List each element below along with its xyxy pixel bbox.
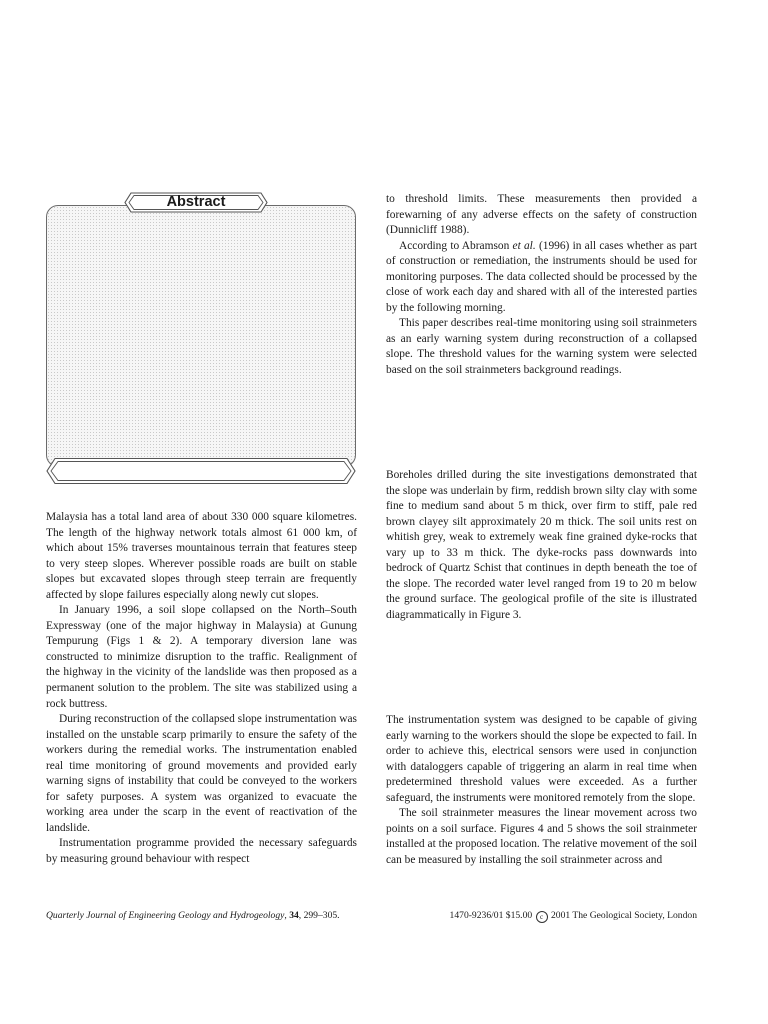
geology-paragraph-1: Boreholes drilled during the site investigations demonstrated that the slope was underlain by firm, reddish brown silty clay with some fine to medium sand about 5 m thick, over firm to stiff, pale red brown clayey silt approximately 20 m thick. The soil units rest on whitish grey, weak to extremely weak fine grained dyke-rocks that vary up to 33 m thick. The dyke-rocks pass downwards into bedrock of Quartz Schist that continues in depth beneath the toe of the slope. The recorded water level ranged from 19 to 20 m below the ground surface. The geological profile of the site is illustrated diagrammatically in Figure 3. (386, 469, 697, 621)
continued-paragraph-3: This paper describes real-time monitoring using soil strainmeters as an early warning system during reconstruction of a collapsed slope. The threshold values for the warning system were selected based on the soil strainmeters background readings. (386, 317, 697, 377)
abstract-heading: Abstract (166, 194, 226, 210)
citation-et-al: et al. (512, 239, 536, 252)
introduction-text (46, 510, 357, 868)
journal-separator: , (284, 910, 290, 921)
keywords-tab-frame (46, 457, 356, 485)
abstract-box (46, 205, 356, 467)
intro-paragraph-3: During reconstruction of the collapsed slope instrumentation was installed on the unstable scarp primarily to ensure the safety of the workers during the remedial works. The instrumentation enabled real time monitoring of ground movements and provided early warning signs of instability that could be conveyed to the workers for safety purposes. A system was organized to evacuate the working area under the scarp in the event of reactivation of the landslide. (46, 713, 357, 834)
citation-text: According to Abramson (399, 239, 513, 252)
keywords-tab (46, 457, 356, 485)
instrumentation-paragraph-2: The soil strainmeter measures the linear movement across two points on a soil surface. Figures 4 and 5 shows the soil strainmeter installed at the proposed location. The relative movement of the soil can be measured by installing the soil strainmeter across and (386, 807, 697, 866)
intro-continued-text (386, 192, 697, 379)
intro-paragraph-1: Malaysia has a total land area of about 330 000 square kilometres. The length of the highway network totals almost 61 000 km, of which about 15% traverses mountainous terrain that features steep to very steep slopes. Wherever possible roads are built on stable slopes but excavated slopes through steep terrain are frequently affected by slope failures especially along newly cut slopes. (46, 511, 357, 601)
copyright-icon: c (536, 911, 548, 923)
abstract-heading-tab (124, 192, 268, 213)
journal-volume: 34 (289, 910, 299, 921)
instrumentation-paragraph-1: The instrumentation system was designed to be capable of giving early warning to the workers should the slope be expected to fail. In order to achieve this, electrical sensors were used in conjunction with dataloggers capable of triggering an alarm in real time when predetermined threshold values were exceeded. As a further safeguard, the instruments were monitored remotely from the slope. (386, 714, 697, 804)
intro-paragraph-2: In January 1996, a soil slope collapsed on the North–South Expressway (one of the major highway in Malaysia) at Gunung Tempurung (Figs 1 & 2). A temporary diversion lane was constructed to minimize disruption to the traffic. Realignment of the highway in the vicinity of the landslide was then proposed as a permanent solution to the problem. The site was stabilized using a rock buttress. (46, 604, 357, 710)
journal-citation (46, 910, 340, 922)
continued-paragraph-2 (386, 239, 697, 317)
instrumentation-text (386, 713, 697, 868)
journal-pages: , 299–305. (298, 910, 340, 921)
continued-paragraph-1: to threshold limits. These measurements then provided a forewarning of any adverse effects on the safety of construction (Dunnicliff 1988). (386, 193, 697, 237)
citation-continued: (1996) in all cases whether as part of construction or remediation, the instruments should be used for monitoring purposes. The data collected should be processed by the close of work each day and shared with all of the interested parties by the following morning. (386, 239, 697, 314)
journal-name: Quarterly Journal of Engineering Geology and Hydrogeology (46, 910, 285, 921)
copyright-line (450, 910, 697, 923)
issn-price: 1470-9236/01 $15.00 (449, 910, 533, 921)
copyright-holder: 2001 The Geological Society, London (550, 910, 697, 921)
intro-paragraph-4: Instrumentation programme provided the necessary safeguards by measuring ground behaviour with respect (46, 837, 357, 866)
geology-text (386, 468, 697, 623)
